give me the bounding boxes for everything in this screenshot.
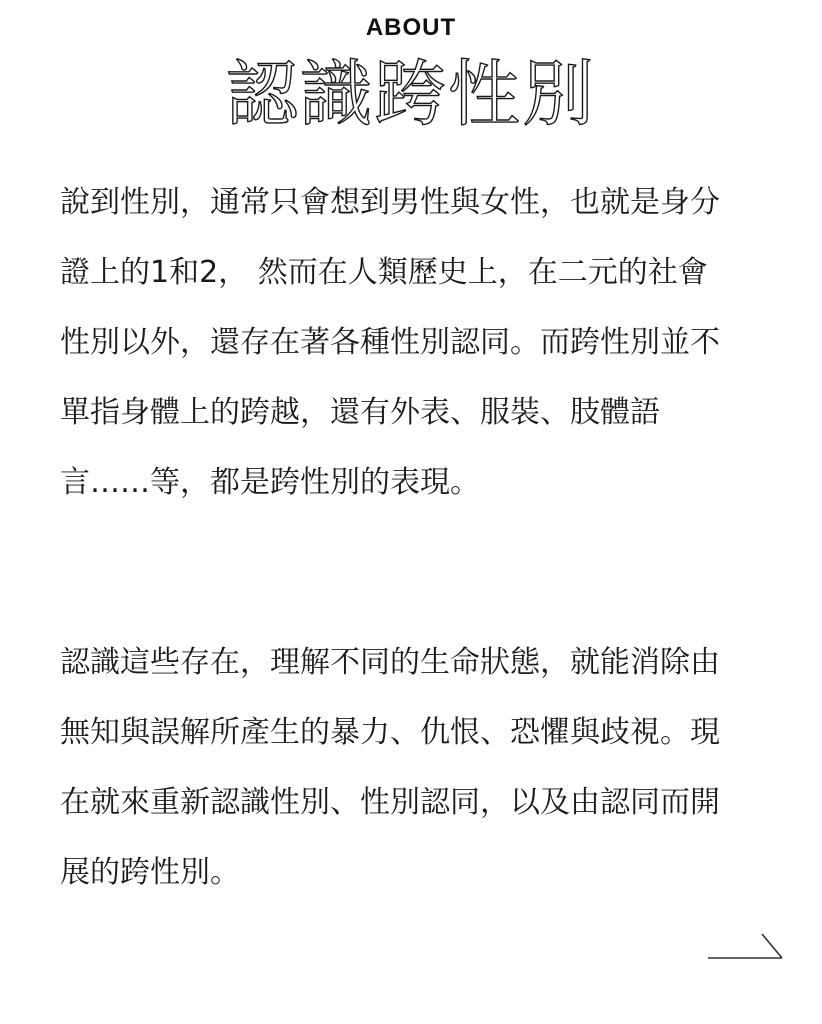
- intro-paragraph: [60, 168, 770, 518]
- paragraph-line: 在就來重新認識性別、性別認同，以及由認同而開: [60, 785, 720, 820]
- paragraph-line: 認識這些存在，理解不同的生命狀態，就能消除由: [60, 645, 720, 680]
- paragraph-line: 單指身體上的跨越，還有外表、服裝、肢體語: [60, 395, 660, 430]
- paragraph-line: 說到性別，通常只會想到男性與女性，也就是身分: [60, 185, 720, 220]
- paragraph-line: 展的跨性別。: [60, 855, 240, 890]
- section-eyebrow: ABOUT: [365, 14, 457, 41]
- page-title: 認識跨性別: [225, 52, 596, 136]
- next-button[interactable]: [706, 928, 786, 962]
- paragraph-line: 無知與誤解所產生的暴力、仇恨、恐懼與歧視。現: [60, 715, 720, 750]
- paragraph-line: 性別以外，還存在著各種性別認同。而跨性別並不: [60, 325, 720, 360]
- paragraph-line: 言……等，都是跨性別的表現。: [60, 465, 480, 500]
- paragraph-line: 證上的1和2， 然而在人類歷史上，在二元的社會: [60, 255, 708, 290]
- arrow-right-icon: [706, 928, 786, 962]
- second-paragraph: [60, 628, 770, 908]
